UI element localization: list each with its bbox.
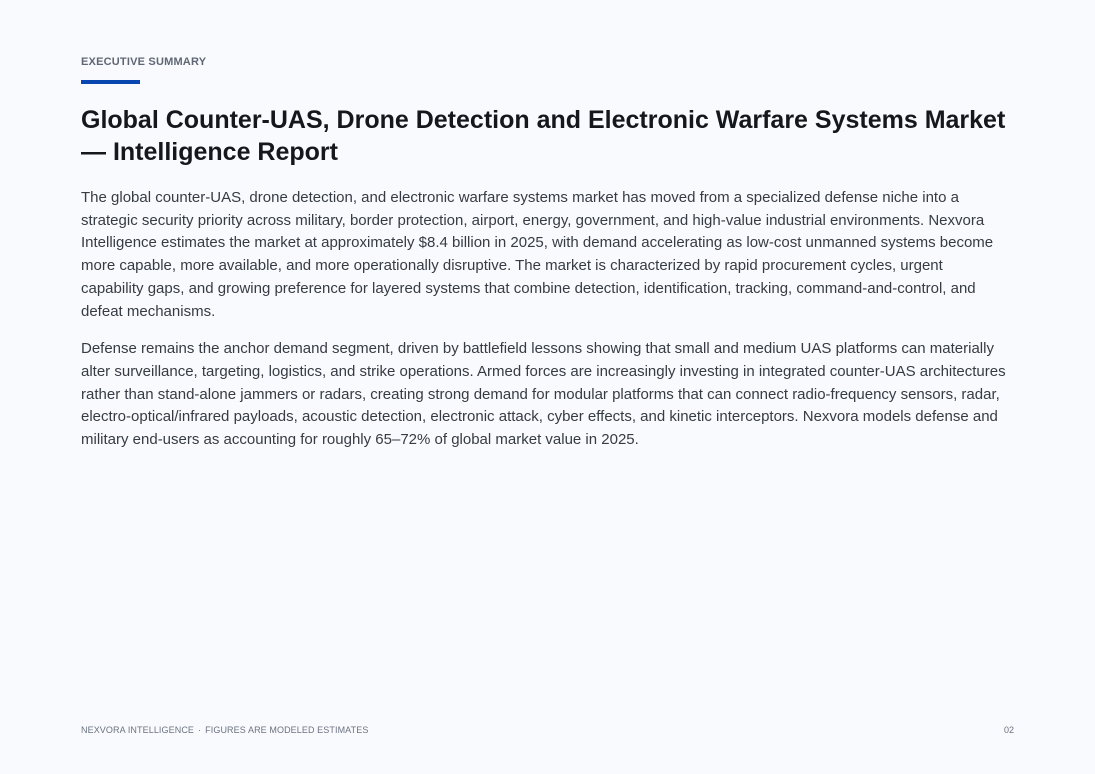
section-accent-bar	[81, 80, 140, 84]
page-title: Global Counter-UAS, Drone Detection and Electronic Warfare Systems Market — Intelligence Report	[81, 106, 1006, 166]
footer-brand: NEXVORA INTELLIGENCE	[81, 725, 195, 735]
executive-summary-body	[81, 187, 1009, 467]
summary-paragraph-1: The global counter-UAS, drone detection, and electronic warfare systems market has moved from a specialized defense niche into a strategic security priority across military, border protection, airport, energy, government, and high-value industrial environments. Nexvora Intelligence estimates the market at approximately $8.4 billion in 2025, with demand accelerating as low-cost unmanned systems become more capable, more available, and more operationally disruptive. The market is characterized by rapid procurement cycles, urgent capability gaps, and growing preference for layered systems that combine detection, identification, tracking, command-and-control, and defeat mechanisms.	[81, 189, 994, 320]
page-number: 02	[1003, 725, 1014, 735]
footer-credit	[81, 725, 368, 735]
report-page	[81, 0, 1016, 774]
footer-separator: ·	[198, 725, 202, 735]
footer-note: FIGURES ARE MODELED ESTIMATES	[205, 725, 369, 735]
section-eyebrow: EXECUTIVE SUMMARY	[81, 56, 207, 68]
summary-paragraph-2: Defense remains the anchor demand segment, driven by battlefield lessons showing that small and medium UAS platforms can materially alter surveillance, targeting, logistics, and strike operations. Armed forces are increasingly investing in integrated counter-UAS architectures rather than stand-alone jammers or radars, creating strong demand for modular platforms that can connect radio-frequency sensors, radar, electro-optical/infrared payloads, acoustic detection, electronic attack, cyber effects, and kinetic interceptors. Nexvora models defense and military end-users as accounting for roughly 65–72% of global market value in 2025.	[81, 340, 1006, 449]
